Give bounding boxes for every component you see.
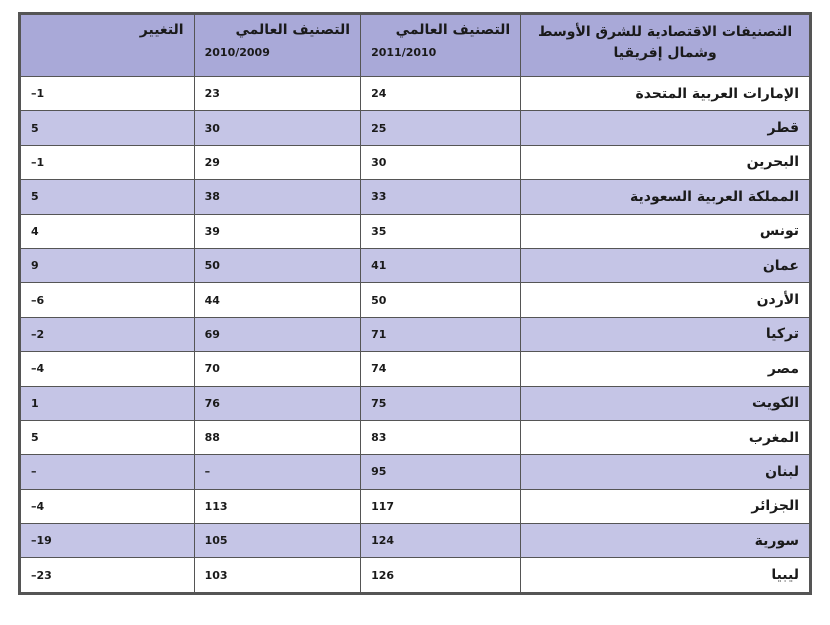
cell-country: الإمارات العربية المتحدة [521,77,810,111]
cell-rank-2010: 38 [194,180,360,214]
cell-rank-2010: 69 [194,317,360,351]
cell-change: 1– [21,77,195,111]
cell-rank-2011: 126 [361,558,521,592]
cell-rank-2010: 105 [194,524,360,558]
table-row [21,248,810,282]
cell-change: 6– [21,283,195,317]
cell-rank-2010: 103 [194,558,360,592]
cell-rank-2011: 117 [361,489,521,523]
cell-change: 19– [21,524,195,558]
header-country [521,15,810,77]
table-row [21,489,810,523]
rankings-table-container [18,12,812,595]
cell-change: 5 [21,420,195,454]
cell-rank-2010: 29 [194,145,360,179]
cell-rank-2011: 35 [361,214,521,248]
cell-rank-2010: 70 [194,352,360,386]
cell-rank-2011: 71 [361,317,521,351]
table-row [21,386,810,420]
table-row [21,317,810,351]
cell-country: عمان [521,248,810,282]
cell-country: المغرب [521,420,810,454]
cell-change: 2– [21,317,195,351]
table-row [21,455,810,489]
table-row [21,352,810,386]
cell-country: الكويت [521,386,810,420]
cell-change: 4– [21,352,195,386]
cell-rank-2011: 124 [361,524,521,558]
table-row [21,283,810,317]
cell-rank-2011: 74 [361,352,521,386]
header-country-label: التصنيفات الاقتصادية للشرق الأوسط وشمال إفريقيا [537,24,793,61]
header-rank-2011-period: 2011/2010 [371,46,437,59]
table-row [21,420,810,454]
cell-change: 4 [21,214,195,248]
cell-change: 5 [21,111,195,145]
table-row [21,145,810,179]
cell-rank-2011: 24 [361,77,521,111]
cell-change: 1 [21,386,195,420]
cell-country: لبنان [521,455,810,489]
table-row [21,111,810,145]
cell-rank-2010: 44 [194,283,360,317]
table-header [21,15,810,77]
cell-rank-2011: 75 [361,386,521,420]
cell-country: سورية [521,524,810,558]
cell-change: – [21,455,195,489]
cell-country: ليبيا [521,558,810,592]
cell-country: المملكة العربية السعودية [521,180,810,214]
cell-country: مصر [521,352,810,386]
cell-change: 4– [21,489,195,523]
cell-rank-2011: 50 [361,283,521,317]
table-body [21,77,810,593]
cell-rank-2011: 41 [361,248,521,282]
header-rank-2010-title: التصنيف العالمي [235,22,351,38]
cell-rank-2011: 95 [361,455,521,489]
table-row [21,214,810,248]
table-row [21,180,810,214]
cell-country: الجزائر [521,489,810,523]
cell-rank-2010: 76 [194,386,360,420]
cell-rank-2010: 50 [194,248,360,282]
header-rank-2010-period: 2010/2009 [204,46,270,59]
header-row [21,15,810,77]
header-rank-2011-title: التصنيف العالمي [395,22,511,38]
cell-change: 23– [21,558,195,592]
cell-change: 5 [21,180,195,214]
cell-country: قطر [521,111,810,145]
table-row [21,77,810,111]
cell-rank-2010: 88 [194,420,360,454]
cell-rank-2010: 113 [194,489,360,523]
cell-rank-2011: 83 [361,420,521,454]
cell-rank-2010: 30 [194,111,360,145]
header-change-label: التغيير [139,22,184,38]
economic-rankings-table [20,14,810,593]
cell-rank-2010: – [194,455,360,489]
cell-change: 9 [21,248,195,282]
cell-country: الأردن [521,283,810,317]
table-row [21,524,810,558]
header-rank-2011 [361,15,521,77]
header-change [21,15,195,77]
header-rank-2010 [194,15,360,77]
cell-rank-2011: 33 [361,180,521,214]
cell-country: البحرين [521,145,810,179]
cell-change: 1– [21,145,195,179]
cell-rank-2011: 30 [361,145,521,179]
cell-rank-2010: 23 [194,77,360,111]
table-row [21,558,810,592]
cell-rank-2011: 25 [361,111,521,145]
cell-rank-2010: 39 [194,214,360,248]
cell-country: تونس [521,214,810,248]
cell-country: تركيا [521,317,810,351]
